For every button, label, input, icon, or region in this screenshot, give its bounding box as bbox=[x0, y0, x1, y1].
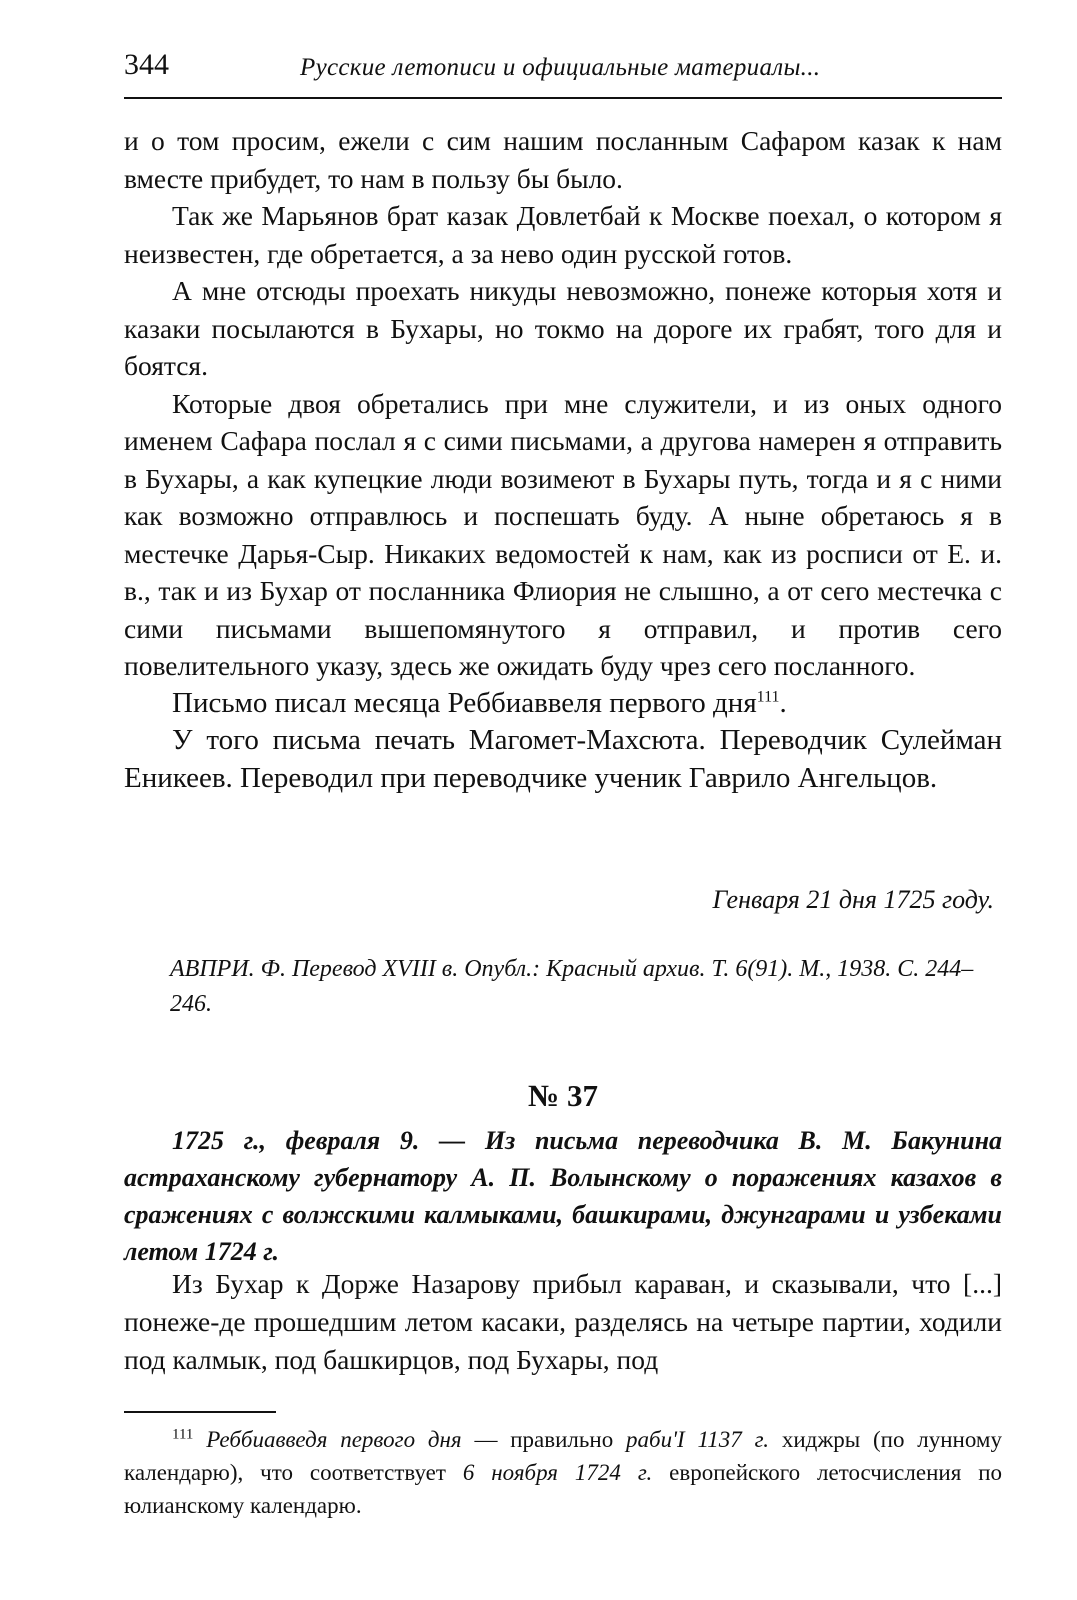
main-text bbox=[124, 122, 1002, 797]
footnote-date: 6 ноября 1724 г. bbox=[462, 1460, 653, 1485]
document-body: Из Бухар к Дорже Назарову прибыл караван, и сказывали, что [...] понеже-де прошедшим летом касаки, разделясь на четыре партии, ходили под калмык, под башкирцов, под Бухары, под bbox=[124, 1268, 1002, 1375]
archival-source: АВПРИ. Ф. Перевод XVIII в. Опубл.: Красный архив. Т. 6(91). М., 1938. С. 244–246. bbox=[170, 956, 974, 1017]
document-heading: 1725 г., февраля 9. — Из письма переводчика В. М. Бакунина астраханскому губернатору А. П. Волынскому о поражениях казахов в сражениях с волжскими калмыками, башкирами, джунгарами и узбеками летом 1724 г. bbox=[124, 1126, 1002, 1266]
footnote-reference: 111 bbox=[756, 687, 780, 705]
dateline: Генваря 21 дня 1725 году. bbox=[712, 885, 994, 914]
paragraph-5 bbox=[124, 685, 1002, 723]
paragraph-1: и о том просим, ежели с сим нашим посланным Сафаром казак к нам вместе прибудет, то нам в пользу бы было. bbox=[124, 125, 1002, 194]
paragraph-6: У того письма печать Магомет-Махсюта. Переводчик Сулейман Еникеев. Переводил при переводчике ученик Гаврило Ангельцов. bbox=[124, 724, 1002, 794]
paragraph-2: Так же Марьянов брат казак Довлетбай к Москве поехал, о котором я неизвестен, где обретается, а за нево один русской готов. bbox=[124, 200, 1002, 269]
footnote-mark: 111 bbox=[172, 1426, 194, 1443]
running-title: Русские летописи и официальные материалы... bbox=[300, 54, 821, 81]
paragraph-5-end: . bbox=[779, 686, 787, 719]
paragraph-3: А мне отсюды проехать никуды невозможно, понеже которыя хотя и казаки посылаются в Бухары, но токмо на дороге их грабят, того для и боятся. bbox=[124, 275, 1002, 381]
footnote-text-2: европейского летосчисления по юлианскому календарю. bbox=[124, 1460, 1003, 1518]
footnote-dash: — правильно bbox=[461, 1427, 627, 1452]
paragraph-4: Которые двоя обретались при мне служители, и из оных одного именем Сафара послал я с сими письмами, а другова намерен я отправить в Бухары, а как купецкие люди возимеют в Бухары путь, тогда и я с ними как возможно отправлюсь и поспешать буду. А ныне обретаюсь я в местечке Дарья-Сыр. Никаких ведомостей к нам, как из росписи от Е. и. в., так и из Бухар от посланника Флиория не слышно, а от сего местечка с сими письмами вышепомянутого я отправил, и против сего повелительного указу, здесь же ожидать буду чрез сего посланного. bbox=[124, 387, 1002, 681]
paragraph-5-text: Письмо писал месяца Реббиаввеля первого дня bbox=[172, 686, 757, 719]
document-number: № 37 bbox=[528, 1078, 598, 1113]
page-number: 344 bbox=[124, 48, 169, 81]
footnote-rule bbox=[124, 1411, 276, 1413]
page-header bbox=[124, 44, 1000, 88]
footnote-text-1: хиджры (по лунному календарю), что соответствует bbox=[124, 1427, 1002, 1485]
footnote bbox=[124, 1423, 1002, 1522]
footnote-term-2: раби'I 1137 г. bbox=[626, 1427, 770, 1452]
header-rule bbox=[124, 97, 1002, 99]
footnote-term: Реббиавведя первого дня bbox=[206, 1427, 462, 1452]
